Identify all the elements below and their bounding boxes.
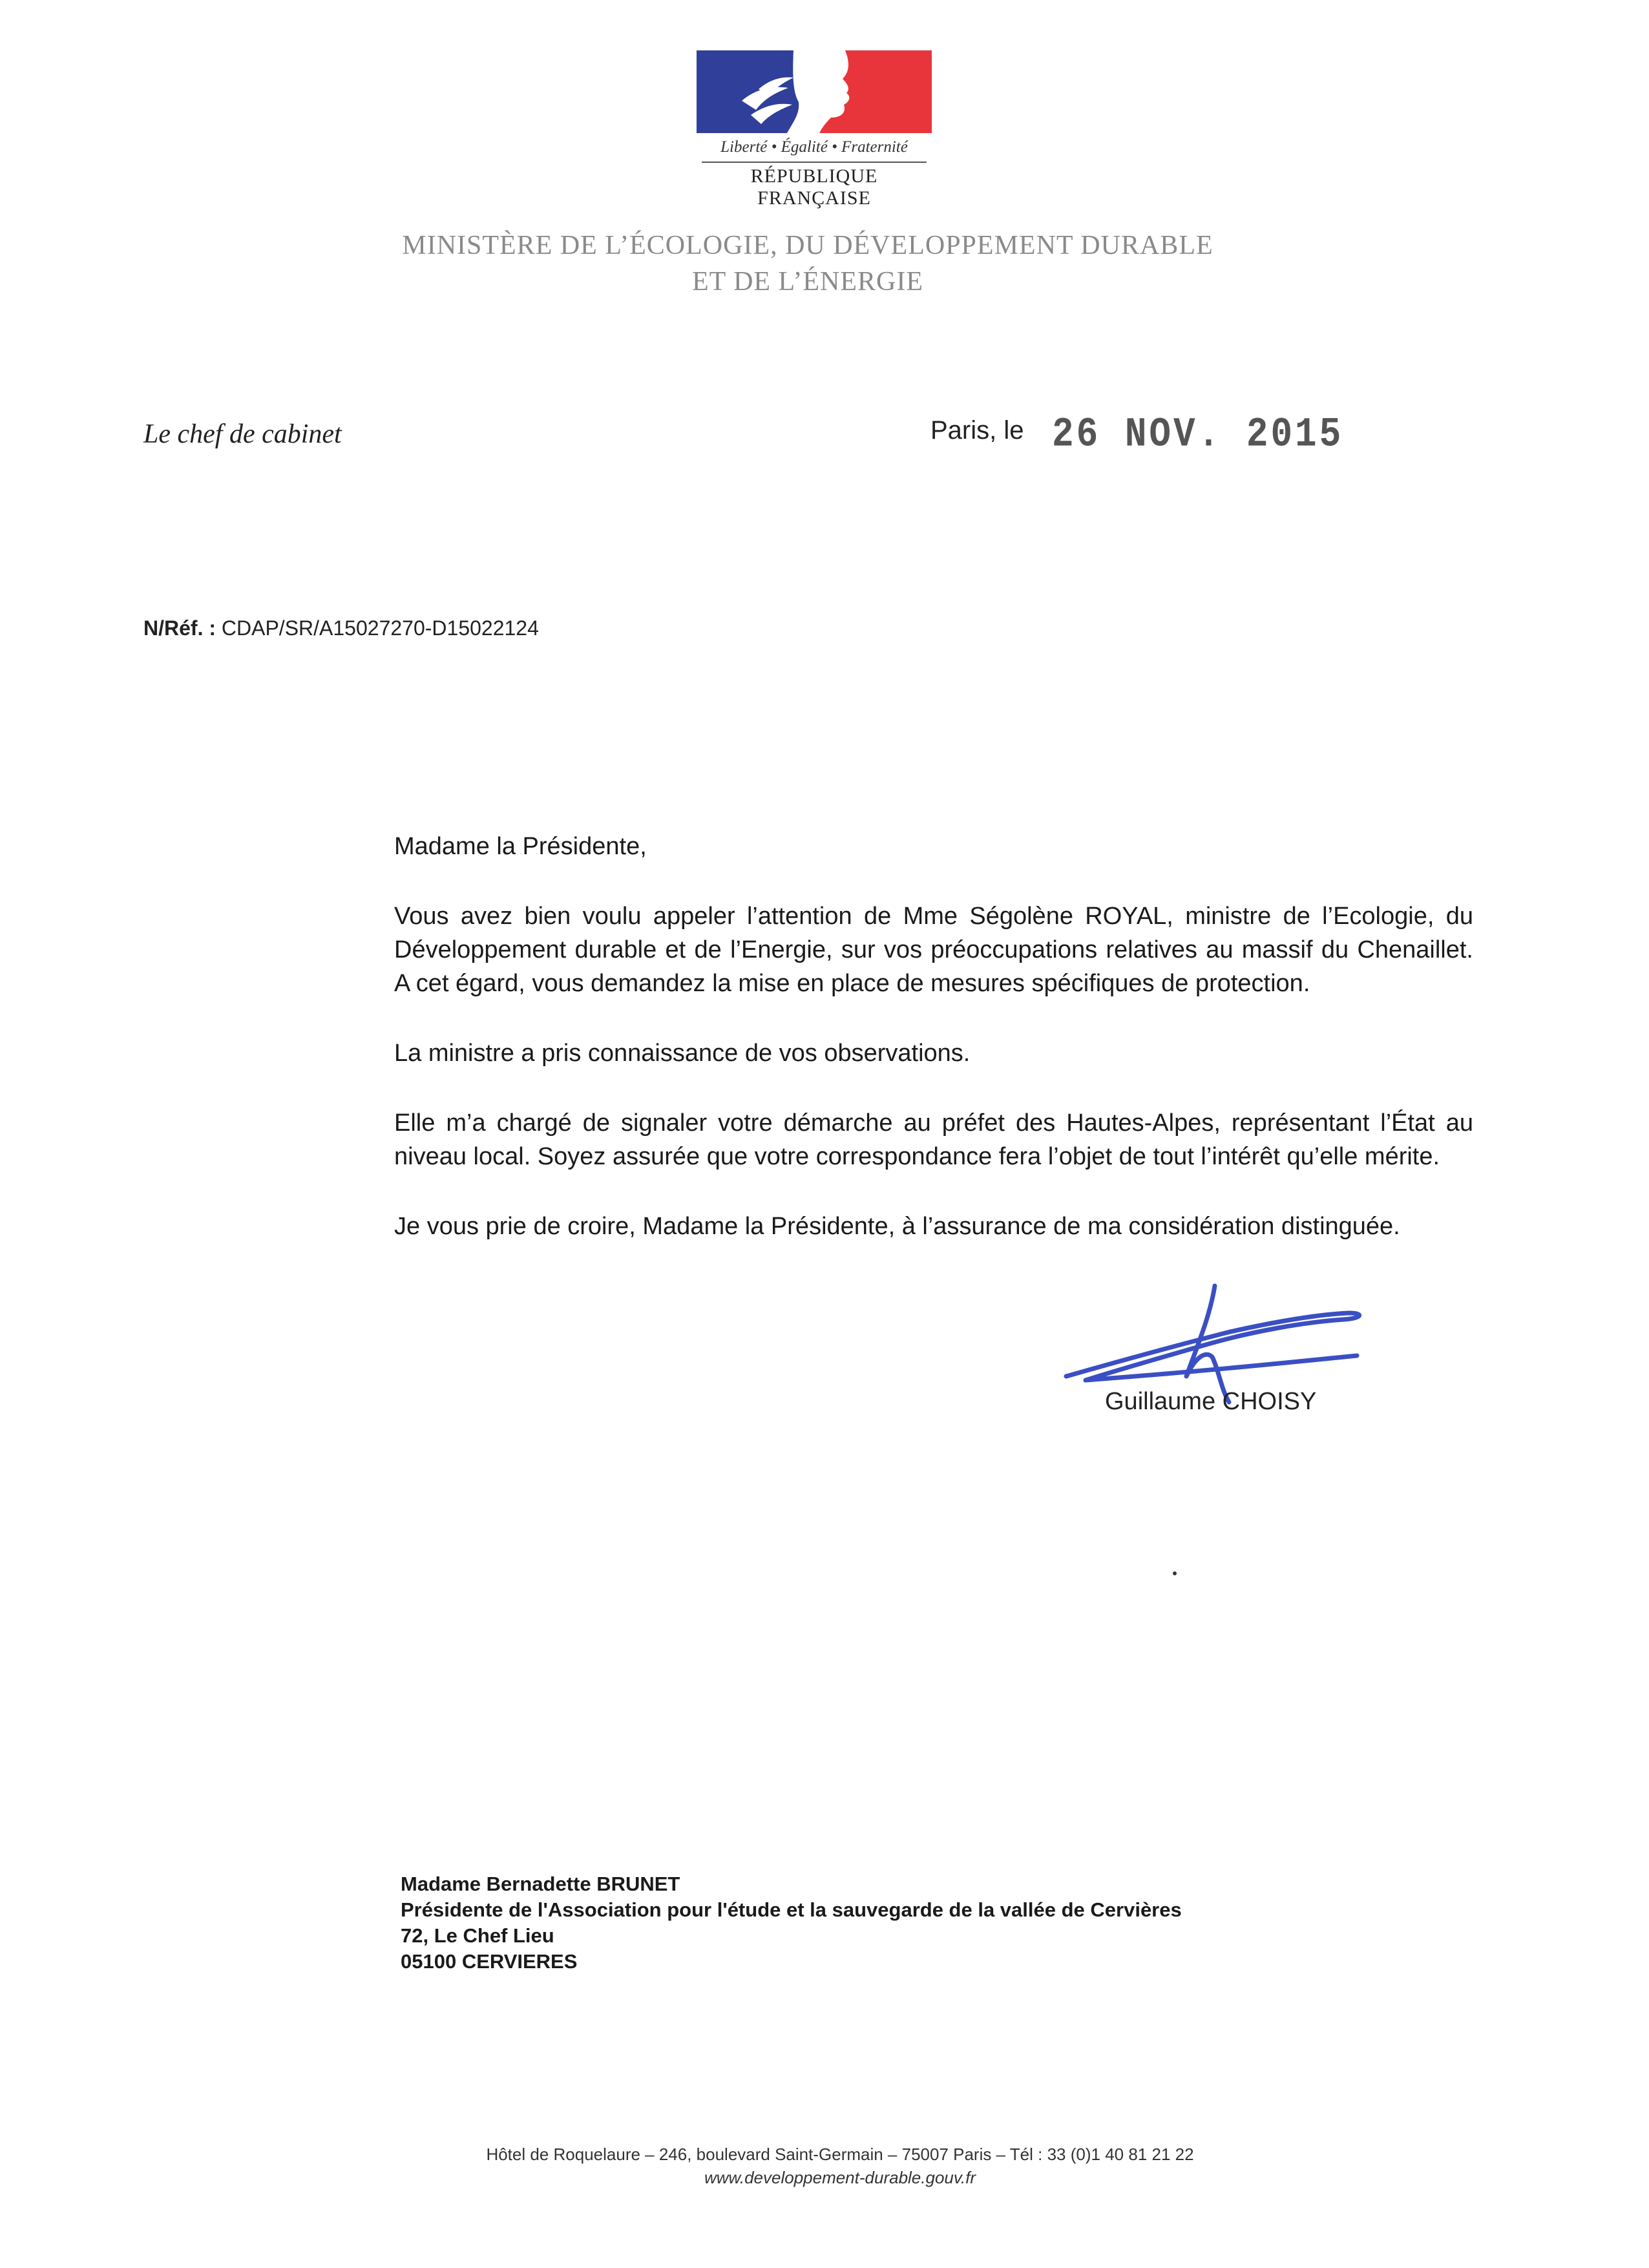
paragraph-2: La ministre a pris connaissance de vos observations. bbox=[394, 1040, 971, 1067]
addressee-title: Présidente de l'Association pour l'étude et la sauvegarde de la vallée de Cervières bbox=[401, 1898, 1182, 1921]
footer bbox=[388, 2143, 1292, 2189]
signature-block bbox=[1060, 1279, 1383, 1434]
addressee-name: Madame Bernadette BRUNET bbox=[401, 1873, 680, 1895]
signatory-name: Guillaume CHOISY bbox=[1105, 1388, 1317, 1415]
marianne-logo-icon bbox=[697, 50, 932, 133]
ministry-line-1: MINISTÈRE DE L’ÉCOLOGIE, DU DÉVELOPPEMENT DURABLE bbox=[402, 231, 1213, 260]
marianne-logo bbox=[697, 50, 932, 209]
logo-divider bbox=[702, 162, 927, 163]
ministry-line-2: ET DE L’ÉNERGIE bbox=[692, 267, 923, 297]
date-stamp: 26 NOV. 2015 bbox=[1052, 410, 1344, 458]
reference-label: N/Réf. : bbox=[143, 616, 216, 640]
reference bbox=[143, 616, 539, 640]
addressee-city: 05100 CERVIERES bbox=[401, 1950, 578, 1973]
salutation: Madame la Présidente, bbox=[394, 833, 647, 860]
republic-motto: Liberté • Égalité • Fraternité bbox=[720, 138, 908, 156]
footer-address: Hôtel de Roquelaure – 246, boulevard Saint-Germain – 75007 Paris – Tél : 33 (0)1 40 81 21 22 bbox=[486, 2145, 1194, 2164]
paragraph-3: Elle m’a chargé de signaler votre démarche au préfet des Hautes-Alpes, représentant l’État au niveau local. Soyez assurée que votre correspondance fera l’objet de tout l’intérêt qu’elle mérite. bbox=[394, 1109, 1473, 1170]
letter-body bbox=[394, 830, 1473, 1279]
republic-name: RÉPUBLIQUE FRANÇAISE bbox=[750, 165, 878, 209]
footer-website: www.developpement-durable.gouv.fr bbox=[704, 2168, 976, 2187]
reference-value: CDAP/SR/A15027270-D15022124 bbox=[221, 616, 539, 640]
paragraph-1: Vous avez bien voulu appeler l’attention de Mme Ségolène ROYAL, ministre de l’Ecologie, du Développement durable et de l’Energie, sur vos préoccupations relatives au massif du Chenaillet. A cet égard, vous demandez la mise en place de mesures spécifiques de protection. bbox=[394, 903, 1473, 997]
sender-title: Le chef de cabinet bbox=[143, 419, 342, 449]
place-label: Paris, le bbox=[930, 416, 1024, 445]
ministry-header bbox=[258, 227, 1357, 300]
closing: Je vous prie de croire, Madame la Présidente, à l’assurance de ma considération distinguée. bbox=[394, 1213, 1400, 1240]
addressee-street: 72, Le Chef Lieu bbox=[401, 1924, 554, 1947]
scan-speck bbox=[1173, 1571, 1177, 1575]
addressee-block bbox=[401, 1871, 1182, 1975]
